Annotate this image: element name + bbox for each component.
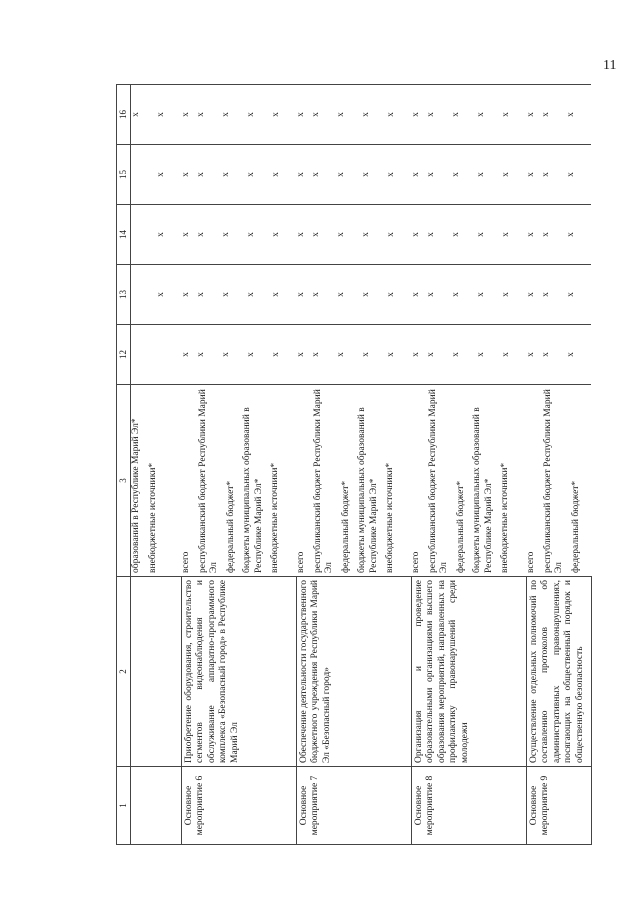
cell-mark: х	[361, 232, 371, 237]
cell-mark: х	[386, 352, 396, 357]
cell-mark: х	[361, 172, 371, 177]
cell-mark: х	[336, 172, 346, 177]
cell-mark: х	[221, 112, 231, 117]
cell-mark: х	[311, 292, 321, 297]
cell-mark: х	[411, 112, 421, 117]
cell-mark: х	[566, 352, 576, 357]
cell-mark: х	[386, 112, 396, 117]
value-cell	[411, 205, 526, 265]
cell-mark: х	[476, 292, 486, 297]
cell-mark: х	[271, 352, 281, 357]
cell-mark: х	[526, 172, 536, 177]
funding-sources-cell	[131, 385, 182, 577]
cell-mark: х	[476, 112, 486, 117]
value-cell	[411, 265, 526, 325]
cell-mark: х	[451, 292, 461, 297]
cell-mark: х	[426, 232, 436, 237]
cell-mark: х	[541, 232, 551, 237]
funding-source: федеральный бюджет*	[455, 480, 466, 573]
cell-mark: х	[426, 172, 436, 177]
cell-mark: х	[311, 172, 321, 177]
value-cell	[296, 85, 411, 145]
cell-mark: х	[271, 292, 281, 297]
cell-mark: х	[526, 352, 536, 357]
cell-mark: х	[311, 112, 321, 117]
cell-mark: х	[196, 112, 206, 117]
column-header: 3	[117, 385, 131, 577]
value-cell	[181, 145, 296, 205]
cell-mark: х	[411, 232, 421, 237]
table-row	[131, 85, 182, 845]
column-header: 2	[117, 577, 131, 767]
cell-mark: х	[221, 352, 231, 357]
cell-mark: х	[246, 352, 256, 357]
cell-mark: х	[526, 112, 536, 117]
cell-mark: х	[221, 172, 231, 177]
column-header: 1	[117, 767, 131, 845]
cell-mark	[131, 328, 156, 381]
cell-mark: х	[246, 292, 256, 297]
funding-source: федеральный бюджет*	[340, 480, 351, 573]
event-name-cell: Основное мероприятие 9	[526, 767, 591, 845]
cell-mark: х	[156, 172, 166, 177]
funding-source: республиканский бюджет Республики Марий Эл	[427, 389, 450, 573]
cell-mark: х	[311, 352, 321, 357]
cell-mark: х	[271, 172, 281, 177]
cell-mark: х	[566, 112, 576, 117]
funding-source: внебюджетные источники*	[270, 462, 281, 573]
value-cell	[181, 205, 296, 265]
cell-mark: х	[271, 112, 281, 117]
funding-source: бюджеты муниципальных образований в Республике Марий Эл*	[242, 407, 264, 573]
cell-mark: х	[526, 292, 536, 297]
column-header: 14	[117, 205, 131, 265]
table-row	[411, 85, 526, 845]
cell-mark	[131, 268, 156, 321]
cell-mark: х	[196, 352, 206, 357]
cell-mark: х	[476, 232, 486, 237]
table-row	[526, 85, 591, 845]
table-row	[181, 85, 296, 845]
value-cell	[181, 325, 296, 385]
cell-mark: х	[336, 292, 346, 297]
cell-mark: х	[541, 292, 551, 297]
cell-mark: х	[476, 352, 486, 357]
cell-mark: х	[361, 352, 371, 357]
cell-mark: х	[411, 352, 421, 357]
funding-source: республиканский бюджет Республики Марий Эл	[542, 389, 565, 573]
cell-mark: х	[426, 112, 436, 117]
funding-source: внебюджетные источники*	[147, 462, 158, 573]
cell-mark: х	[181, 352, 191, 357]
column-header: 15	[117, 145, 131, 205]
cell-mark: х	[246, 172, 256, 177]
event-name-cell: Основное мероприятие 6	[181, 767, 296, 845]
value-cell	[526, 265, 591, 325]
column-header: 12	[117, 325, 131, 385]
cell-mark: х	[426, 292, 436, 297]
value-cell	[296, 325, 411, 385]
funding-sources-cell	[296, 385, 411, 577]
value-cell	[526, 85, 591, 145]
cell-mark: х	[221, 292, 231, 297]
cell-mark: х	[541, 172, 551, 177]
cell-mark: х	[451, 112, 461, 117]
cell-mark: х	[451, 172, 461, 177]
funding-sources-cell	[526, 385, 591, 577]
cell-mark: х	[296, 112, 306, 117]
value-cell	[131, 325, 182, 385]
funding-source: внебюджетные источники*	[385, 462, 396, 573]
cell-mark: х	[181, 232, 191, 237]
cell-mark: х	[541, 112, 551, 117]
cell-mark: х	[336, 232, 346, 237]
funding-source: всего	[181, 551, 191, 573]
funding-source: федеральный бюджет*	[225, 480, 236, 573]
program-table	[116, 84, 592, 845]
funding-source: всего	[411, 551, 421, 573]
cell-mark: х	[181, 172, 191, 177]
cell-mark: х	[156, 232, 166, 237]
cell-mark: х	[196, 232, 206, 237]
cell-mark: х	[181, 112, 191, 117]
cell-mark: х	[221, 232, 231, 237]
cell-mark: х	[501, 292, 511, 297]
value-cell	[411, 145, 526, 205]
value-cell	[131, 85, 182, 145]
value-cell	[131, 265, 182, 325]
cell-mark: х	[246, 232, 256, 237]
cell-mark: х	[196, 292, 206, 297]
event-description-cell	[131, 577, 182, 767]
value-cell	[411, 325, 526, 385]
value-cell	[131, 205, 182, 265]
funding-source: бюджеты муниципальных образований в Республике Марий Эл*	[357, 407, 379, 573]
value-cell	[296, 265, 411, 325]
cell-mark	[156, 328, 181, 381]
cell-mark: х	[361, 112, 371, 117]
cell-mark: х	[361, 292, 371, 297]
event-name-cell: Основное мероприятие 7	[296, 767, 411, 845]
funding-source: всего	[526, 551, 536, 573]
value-cell	[526, 145, 591, 205]
funding-source: федеральный бюджет*	[570, 480, 581, 573]
value-cell	[296, 145, 411, 205]
event-description-cell: Приобретение оборудования, строительство сегментов видеонаблюдения и обслуживание аппаратно-программного комплекса «Безопасный город» в Республике Марий Эл	[181, 577, 296, 767]
cell-mark: х	[386, 172, 396, 177]
cell-mark: х	[541, 352, 551, 357]
cell-mark: х	[246, 112, 256, 117]
funding-source: республиканский бюджет Республики Марий Эл	[197, 389, 220, 573]
cell-mark: х	[501, 172, 511, 177]
funding-source: образований в Республике Марий Эл*	[131, 418, 141, 573]
value-cell	[296, 205, 411, 265]
cell-mark: х	[386, 292, 396, 297]
cell-mark: х	[501, 352, 511, 357]
cell-mark: х	[426, 352, 436, 357]
cell-mark: х	[336, 112, 346, 117]
event-description-cell: Организация и проведение образовательными организациями высшего образования мероприятий, направленных на профилактику правонарушений среди молодежи	[411, 577, 526, 767]
value-cell	[131, 145, 182, 205]
cell-mark: х	[501, 232, 511, 237]
funding-sources-cell	[411, 385, 526, 577]
cell-mark: х	[476, 172, 486, 177]
cell-mark: х	[296, 172, 306, 177]
event-description-cell: Обеспечение деятельности государственного бюджетного учреждения Республики Марий Эл «Безопасный город»	[296, 577, 411, 767]
cell-mark: х	[156, 112, 166, 117]
rotated-table-container	[116, 85, 586, 845]
column-header: 13	[117, 265, 131, 325]
table-header-row	[117, 85, 131, 845]
cell-mark: х	[156, 292, 166, 297]
cell-mark: х	[196, 172, 206, 177]
cell-mark	[131, 148, 156, 201]
cell-mark: х	[501, 112, 511, 117]
funding-source: бюджеты муниципальных образований в Республике Марий Эл*	[472, 407, 494, 573]
cell-mark: х	[336, 352, 346, 357]
cell-mark: х	[131, 112, 141, 117]
cell-mark: х	[451, 232, 461, 237]
value-cell	[181, 85, 296, 145]
cell-mark: х	[566, 172, 576, 177]
cell-mark: х	[411, 172, 421, 177]
funding-source: внебюджетные источники*	[500, 462, 511, 573]
cell-mark: х	[566, 292, 576, 297]
funding-source: всего	[296, 551, 306, 573]
cell-mark: х	[271, 232, 281, 237]
event-name-cell	[131, 767, 182, 845]
value-cell	[411, 85, 526, 145]
value-cell	[526, 205, 591, 265]
column-header: 16	[117, 85, 131, 145]
cell-mark: х	[181, 292, 191, 297]
funding-sources-cell	[181, 385, 296, 577]
cell-mark: х	[411, 292, 421, 297]
event-name-cell: Основное мероприятие 8	[411, 767, 526, 845]
cell-mark: х	[311, 232, 321, 237]
cell-mark: х	[296, 292, 306, 297]
value-cell	[526, 325, 591, 385]
page-number: 11	[603, 58, 617, 73]
value-cell	[181, 265, 296, 325]
cell-mark: х	[451, 352, 461, 357]
cell-mark: х	[566, 232, 576, 237]
cell-mark	[131, 208, 156, 261]
cell-mark: х	[296, 232, 306, 237]
table-row	[296, 85, 411, 845]
cell-mark: х	[526, 232, 536, 237]
funding-source: республиканский бюджет Республики Марий Эл	[312, 389, 335, 573]
cell-mark: х	[296, 352, 306, 357]
cell-mark: х	[386, 232, 396, 237]
event-description-cell: Осуществление отдельных полномочий по составлению протоколов об административных правонарушениях, посягающих на общественный порядок и общественную безопасность	[526, 577, 591, 767]
